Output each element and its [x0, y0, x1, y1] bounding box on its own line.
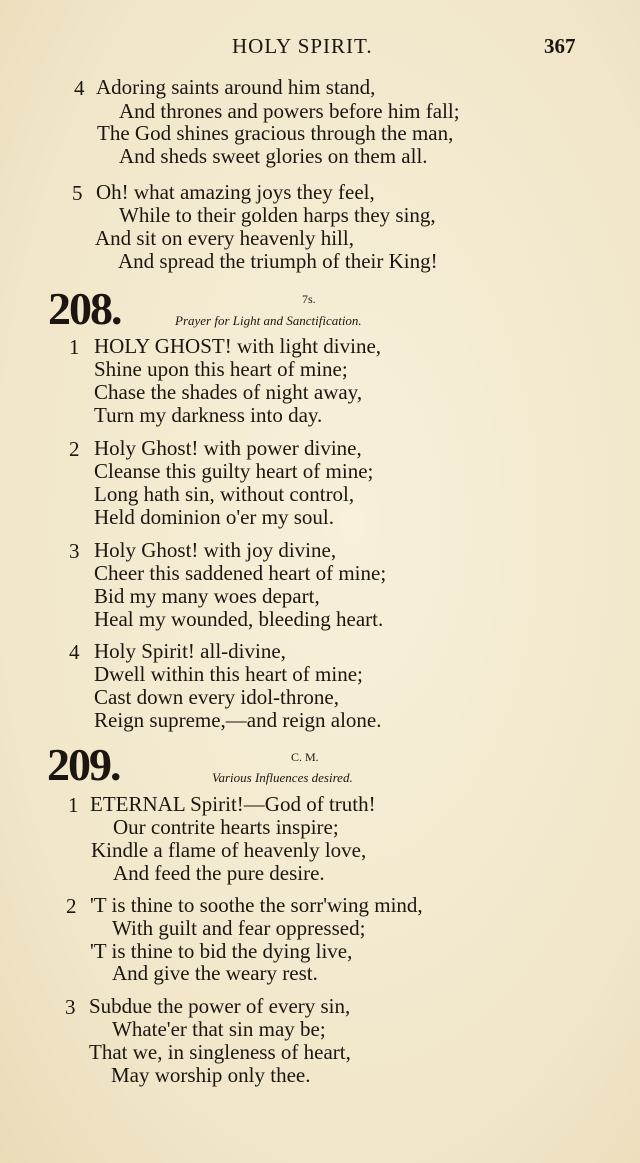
- stanza-number: 1: [68, 793, 79, 817]
- verse-line: Long hath sin, without control,: [94, 482, 355, 506]
- verse-line: With guilt and fear oppressed;: [112, 916, 366, 940]
- verse-line: And thrones and powers before him fall;: [119, 99, 460, 123]
- verse-line: Dwell within this heart of mine;: [94, 662, 363, 686]
- verse-line: That we, in singleness of heart,: [89, 1040, 351, 1064]
- hymn-meter: 7s.: [302, 292, 316, 306]
- verse-line: Oh! what amazing joys they feel,: [96, 180, 375, 204]
- verse-line: 'T is thine to bid the dying live,: [90, 939, 353, 963]
- verse-line: Cast down every idol-throne,: [94, 685, 339, 709]
- verse-line: 'T is thine to soothe the sorr'wing mind,: [90, 893, 423, 917]
- verse-line: Adoring saints around him stand,: [96, 75, 376, 99]
- verse-line: Bid my many woes depart,: [94, 584, 320, 608]
- hymn-title: Various Influences desired.: [212, 770, 353, 785]
- verse-line: And feed the pure desire.: [113, 861, 325, 885]
- stanza-number: 1: [69, 335, 80, 359]
- stanza-number: 2: [66, 894, 77, 918]
- verse-line: Subdue the power of every sin,: [89, 994, 351, 1018]
- verse-line: While to their golden harps they sing,: [119, 203, 436, 227]
- verse-line: Holy Ghost! with joy divine,: [94, 538, 337, 562]
- verse-line: And sit on every heavenly hill,: [95, 226, 354, 250]
- page-header: [0, 34, 640, 64]
- hymn-number: 209.: [47, 739, 120, 790]
- verse-line: Shine upon this heart of mine;: [94, 357, 348, 381]
- verse-line: The God shines gracious through the man,: [97, 121, 454, 145]
- verse-line: Cheer this saddened heart of mine;: [94, 561, 387, 585]
- stanza-number: 3: [69, 539, 80, 563]
- verse-line: May worship only thee.: [111, 1063, 311, 1087]
- hymn-meter: C. M.: [291, 750, 319, 764]
- stanza-number: 5: [72, 181, 83, 205]
- verse-line: And give the weary rest.: [112, 961, 318, 985]
- stanza-number: 2: [69, 437, 80, 461]
- running-head: HOLY SPIRIT.: [232, 34, 373, 58]
- verse-line: ETERNAL Spirit!—God of truth!: [90, 792, 376, 816]
- verse-line: Our contrite hearts inspire;: [113, 815, 339, 839]
- stanza-number: 4: [74, 76, 85, 100]
- hymn-title: Prayer for Light and Sanctification.: [175, 313, 362, 328]
- verse-line: Turn my darkness into day.: [94, 403, 323, 427]
- page-number: 367: [544, 34, 576, 58]
- verse-line: Chase the shades of night away,: [94, 380, 363, 404]
- verse-line: And spread the triumph of their King!: [118, 249, 438, 273]
- verse-line: Cleanse this guilty heart of mine;: [94, 459, 374, 483]
- verse-line: Holy Ghost! with power divine,: [94, 436, 362, 460]
- hymn-number: 208.: [48, 283, 121, 334]
- verse-line: Whate'er that sin may be;: [112, 1017, 326, 1041]
- stanza-number: 4: [69, 640, 80, 664]
- stanza-number: 3: [65, 995, 76, 1019]
- verse-line: And sheds sweet glories on them all.: [119, 144, 428, 168]
- verse-line: Reign supreme,—and reign alone.: [94, 708, 382, 732]
- verse-line: Holy Spirit! all-divine,: [94, 639, 286, 663]
- verse-line: Kindle a flame of heavenly love,: [91, 838, 367, 862]
- verse-line: Held dominion o'er my soul.: [94, 505, 335, 529]
- verse-line: Heal my wounded, bleeding heart.: [94, 607, 384, 631]
- verse-line: HOLY GHOST! with light divine,: [94, 334, 382, 358]
